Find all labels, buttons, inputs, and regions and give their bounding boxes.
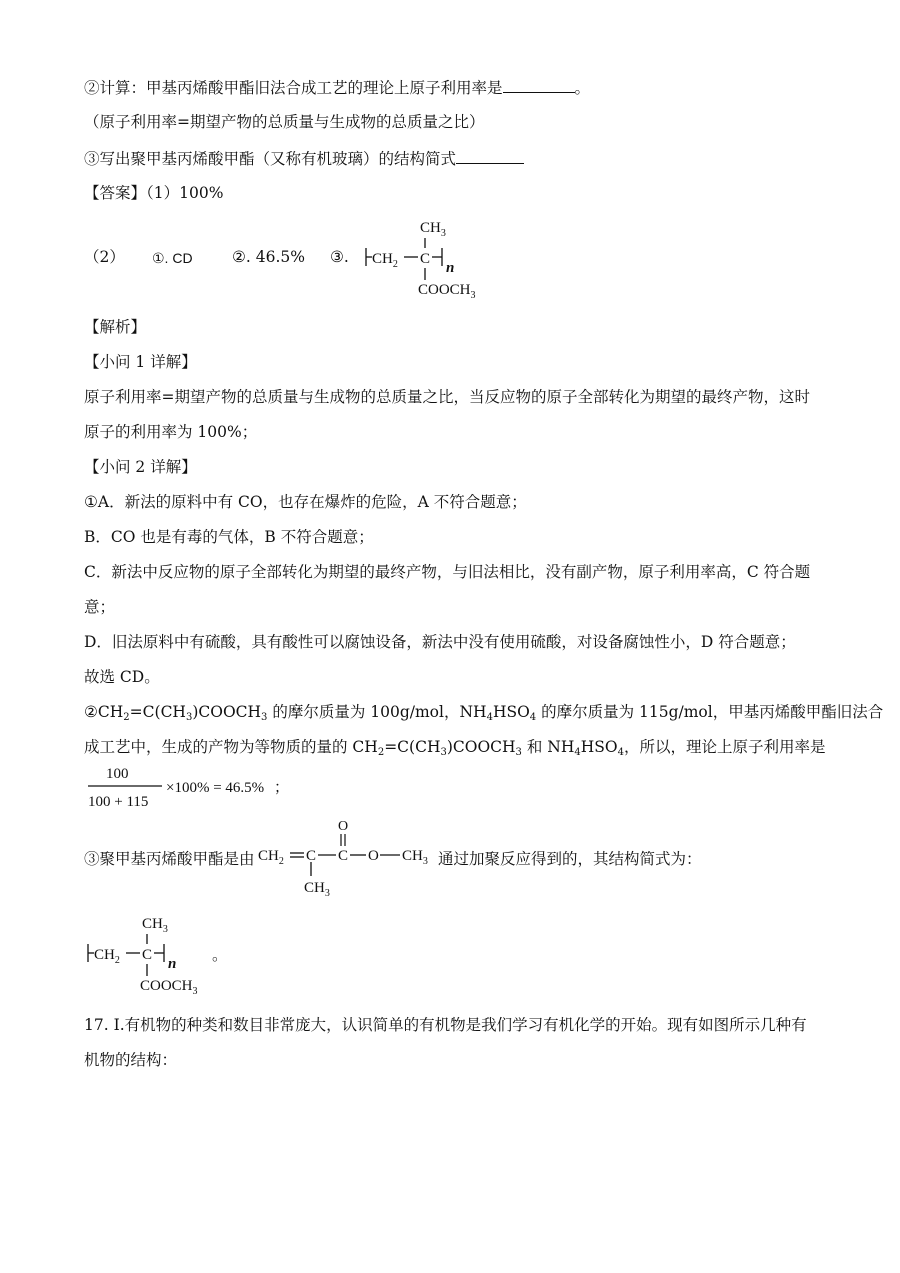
sub1-line1: 原子利用率=期望产物的总质量与生成物的总质量之比，当反应物的原子全部转化为期望的最终产物，这时	[84, 388, 810, 406]
sub1-line2: 原子的利用率为 100%；	[84, 423, 258, 441]
period: 。	[574, 79, 591, 97]
n-subscript: n	[446, 260, 455, 276]
option-c-line2: 意；	[84, 598, 116, 616]
answer-blank	[503, 76, 575, 93]
atom-economy-formula	[86, 762, 386, 812]
poly-intro: ③聚甲基丙烯酸甲酯是由	[84, 850, 255, 868]
option-c-line1: C．新法中反应物的原子全部转化为期望的最终产物，与旧法相比，没有副产物，原子利用率高，C 符合题	[84, 563, 811, 581]
svg-text:CH3: $CH_3$	[142, 916, 168, 935]
fraction-result: ×100% = 46.5%	[166, 780, 265, 796]
option-a: ①A．新法的原料中有 CO，也存在爆炸的危险，A 不符合题意；	[84, 493, 527, 511]
svg-text:CH2: $CH_2$	[94, 947, 120, 966]
svg-text:CH3: $CH_3$	[304, 880, 330, 899]
q2-note: （原子利用率=期望产物的总质量与生成物的总质量之比）	[84, 113, 485, 131]
svg-text:C: C	[306, 848, 317, 864]
svg-text:COOCH3: $COOCH_3$	[418, 282, 476, 301]
calc-line2: 成工艺中，生成的产物为等物质的量的 $CH_2=C(CH_3)COOCH_3$ 和 $NH_4HSO_4$，所以，理论上原子利用率是	[84, 738, 826, 758]
q2-calc-line	[84, 76, 590, 99]
analysis-label: 【解析】	[84, 318, 147, 336]
monomer-structure	[252, 816, 436, 900]
answer-line	[84, 182, 223, 204]
answer-2-line	[84, 246, 125, 268]
calc-line1: $②CH_2=C(CH_3)COOCH_3$ 的摩尔质量为 100g/mol，$NH_4HSO_4$ 的摩尔质量为 115g/mol，甲基丙烯酸甲酯旧法合	[84, 703, 884, 723]
answer-2-b: ②. 46.5%	[232, 248, 305, 266]
svg-text:CH2: $CH_2$	[258, 848, 284, 867]
q17-line2: 机物的结构：	[84, 1051, 178, 1069]
option-d: D．旧法原料中有硫酸，具有酸性可以腐蚀设备，新法中没有使用硫酸，对设备腐蚀性小，D 符合题意；	[84, 633, 796, 651]
poly-mid: 通过加聚反应得到的，其结构简式为：	[438, 850, 702, 868]
option-b: B．CO 也是有毒的气体，B 不符合题意；	[84, 528, 374, 546]
answer-2-c: ③.	[330, 248, 349, 266]
q2-calc-text: ②计算：甲基丙烯酸甲酯旧法合成工艺的理论上原子利用率是	[84, 79, 503, 97]
polymer-structure-analysis	[78, 906, 228, 1002]
svg-text:COOCH3: $COOCH_3$	[140, 978, 198, 997]
sub2-label: 【小问 2 详解】	[84, 458, 197, 476]
poly-end: 。	[212, 946, 228, 964]
choose-line: 故选 CD。	[84, 668, 160, 686]
c-text: C	[420, 251, 431, 267]
svg-text:CH3: $CH_3$	[420, 220, 446, 239]
polymer-structure-answer	[356, 210, 506, 306]
svg-text:C: C	[142, 947, 153, 963]
svg-text:CH3: $CH_3$	[402, 848, 428, 867]
answer-label: 【答案】	[84, 184, 147, 202]
svg-text:O: O	[338, 819, 349, 834]
svg-text:O: O	[368, 848, 379, 864]
svg-text:C: C	[338, 848, 349, 864]
svg-text:CH2: $CH_2$	[372, 251, 398, 270]
q3-text: ③写出聚甲基丙烯酸甲酯（又称有机玻璃）的结构简式	[84, 150, 457, 168]
fraction-numerator: 100	[106, 766, 129, 782]
answer-1: （1）100%	[146, 184, 224, 202]
svg-text:；: ；	[274, 780, 290, 796]
ch2-text: CH	[372, 251, 393, 267]
answer-2-label: （2）	[84, 248, 125, 266]
fraction-denominator: 100 + 115	[88, 794, 149, 810]
svg-text:n: n	[168, 956, 177, 972]
sub1-label: 【小问 1 详解】	[84, 353, 197, 371]
answer-2-a: ①. CD	[152, 250, 193, 266]
answer-blank	[456, 147, 524, 164]
q17-line1: 17. Ⅰ.有机物的种类和数目非常庞大，认识简单的有机物是我们学习有机化学的开始。现有如图所示几种有	[84, 1016, 807, 1034]
q3-line	[84, 147, 524, 170]
